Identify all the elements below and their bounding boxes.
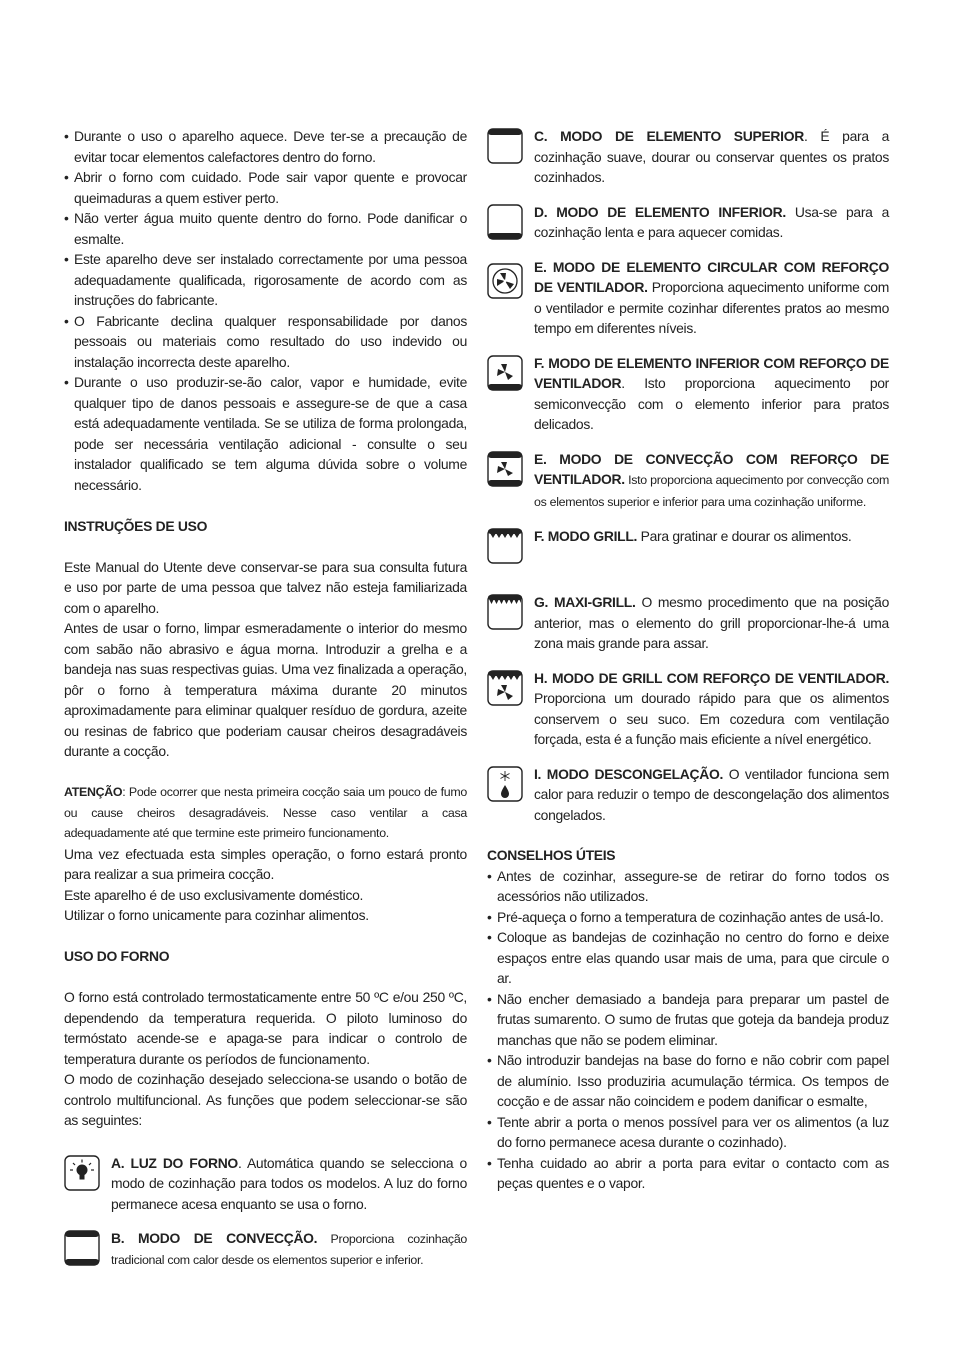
light-bulb-icon xyxy=(64,1155,100,1191)
top-bottom-heat-icon xyxy=(64,1230,100,1266)
mode-description: E. MODO DE CONVECÇÃO COM REFORÇO DE VENTILADOR. Isto proporciona aquecimento por convecção com os elementos superior e inferior para uma cozinhação uniforme. xyxy=(534,450,889,509)
mode-description: C. MODO DE ELEMENTO SUPERIOR. É para a cozinhação suave, dourar ou conservar quentes os pratos cozinhados. xyxy=(534,128,889,185)
list-item: • Não encher demasiado a bandeja para preparar um pastel de frutas sumarento. O sumo de frutas que goteja da bandeja produz manchas que não se podem eliminar. xyxy=(487,990,889,1048)
list-item: • Durante o uso o aparelho aquece. Deve ter-se a precaução de evitar tocar elementos calefactores dentro do forno. xyxy=(64,128,467,165)
defrost-icon xyxy=(487,766,523,802)
list-item: • Não verter água muito quente dentro do forno. Pode danificar o esmalte. xyxy=(64,210,467,247)
oven-use-paragraph: O modo de cozinhação desejado selecciona-se usando o botão de controlo multifuncional. As funções que podem seleccionar-se são as seguintes: xyxy=(64,1071,467,1128)
mode-item xyxy=(64,1153,467,1215)
list-item: • Pré-aqueça o forno a temperatura de cozinhação antes de usá-lo. xyxy=(487,908,884,925)
list-item: • Antes de cozinhar, assegure-se de retirar do forno todos os acessórios não utilizados. xyxy=(487,867,889,904)
mode-description: F. MODO GRILL. Para gratinar e dourar os alimentos. xyxy=(534,528,852,544)
mode-description: H. MODO DE GRILL COM REFORÇO DE VENTILADOR. Proporciona um dourado rápido para que os alimentos conservem o seu suco. Em cozedura com ventilação forçada, esta é a função mais eficiente a nível energético. xyxy=(534,669,889,747)
circular-fan-icon xyxy=(487,263,523,299)
attention-paragraph: Utilizar o forno unicamente para cozinhar alimentos. xyxy=(64,907,369,923)
oven-use-paragraph: O forno está controlado termostaticamente entre 50 ºC e/ou 250 ºC, dependendo da temperatura requerida. O piloto luminoso do termóstato acende-se e apaga-se para indicar o controlo de temperatura durante os períodos de funcionamento. xyxy=(64,989,467,1067)
mode-item xyxy=(487,526,889,564)
mode-description: A. LUZ DO FORNO. Automática quando se selecciona o modo de cozinhação para todos os modelos. A luz do forno permanece acesa enquanto se usa o forno. xyxy=(111,1154,467,1212)
mode-item xyxy=(487,668,889,750)
attention-paragraph: Este aparelho é de uso exclusivamente doméstico. xyxy=(64,886,364,903)
mode-description: B. MODO DE CONVECÇÃO. Proporciona cozinhação tradicional com calor desde os elementos superior e inferior. xyxy=(111,1230,468,1267)
attention-label: ATENÇÃO xyxy=(64,785,123,799)
mode-item xyxy=(487,257,889,339)
oven-use-heading: USO DO FORNO xyxy=(64,948,170,964)
maxi-grill-icon xyxy=(487,594,523,630)
mode-item xyxy=(487,353,889,435)
mode-description: G. MAXI-GRILL. O mesmo procedimento que na posição anterior, mas o elemento do grill proporcionar-lhe-á uma zona mais grande para assar. xyxy=(534,594,889,651)
mode-item xyxy=(487,126,889,188)
bottom-fan-icon xyxy=(487,355,523,391)
list-item: • Tenha cuidado ao abrir a porta para evitar o contacto com as peças quentes e o vapor. xyxy=(487,1154,889,1191)
list-item: • Coloque as bandejas de cozinhação no centro do forno e deixe espaços entre elas quando usar mais de uma, para que circule o ar. xyxy=(487,929,889,986)
left-column xyxy=(64,126,467,1270)
mode-description: D. MODO DE ELEMENTO INFERIOR. Usa-se para a cozinhação lenta e para aquecer comidas. xyxy=(534,203,889,240)
mode-item xyxy=(487,202,889,243)
right-column xyxy=(487,126,889,1194)
instructions-paragraph: Este Manual do Utente deve conservar-se para sua consulta futura e uso por parte de uma pessoa que talvez não esteja familiarizada com o aparelho. xyxy=(64,558,467,616)
attention-paragraph: Uma vez efectuada esta simples operação, o forno estará pronto para realizar a sua primeira cocção. xyxy=(64,845,467,882)
convection-fan-icon xyxy=(487,451,523,487)
mode-description: I. MODO DESCONGELAÇÃO. O ventilador funciona sem calor para reduzir o tempo de descongelação dos alimentos congelados. xyxy=(534,765,889,823)
list-item: • O Fabricante declina qualquer responsabilidade por danos pessoais ou materiais como resultado do uso indevido ou instalação incorrecta deste aparelho. xyxy=(64,312,467,370)
instructions-paragraph: Antes de usar o forno, limpar esmeradamente o interior do mesmo com sabão não abrasivo e água morna. Introduzir a grelha e a bandeja nas suas respectivas guias. Uma vez finalizada a operação, pôr o forno à temperatura máxima durante 20 minutos aproximadamente para eliminar qualquer resíduo de gordura, azeite ou resinas de fabrico que poderiam causar cheiros desagradáveis durante a cocção. xyxy=(64,620,467,759)
fan-grill-icon xyxy=(487,670,523,706)
mode-item xyxy=(487,449,889,513)
tips-heading: CONSELHOS ÚTEIS xyxy=(487,847,616,863)
tips-list xyxy=(487,866,889,1194)
instructions-heading: INSTRUÇÕES DE USO xyxy=(64,517,208,534)
top-heat-icon xyxy=(487,128,523,164)
mode-description: F. MODO DE ELEMENTO INFERIOR COM REFORÇO DE VENTILADOR. Isto proporciona aquecimento por semiconvecção com o elemento inferior para pratos delicados. xyxy=(534,354,889,432)
grill-icon xyxy=(487,528,523,564)
warnings-list xyxy=(64,126,467,495)
mode-item xyxy=(487,592,889,654)
attention-paragraph: ATENÇÃO: Pode ocorrer que nesta primeira cocção saia um pouco de fumo ou cause cheiros desagradáveis. Nesse caso ventilar a casa adequadamente até que termine este primeiro funcionamento. xyxy=(64,785,467,840)
list-item: • Abrir o forno com cuidado. Pode sair vapor quente e provocar queimaduras a quem estiver perto. xyxy=(64,169,467,206)
bottom-heat-icon xyxy=(487,204,523,240)
mode-item xyxy=(64,1228,467,1270)
mode-description: E. MODO DE ELEMENTO CIRCULAR COM REFORÇO DE VENTILADOR. Proporciona aquecimento uniforme com o ventilador e permite cozinhar diferentes pratos ao mesmo tempo em diferentes níveis. xyxy=(534,258,889,336)
mode-item xyxy=(487,764,889,826)
list-item: • Tente abrir a porta o menos possível para ver os alimentos (a luz do forno permanece acesa durante o cozinhado). xyxy=(487,1113,889,1150)
list-item: • Não introduzir bandejas na base do forno e não cobrir com papel de alumínio. Isso produziria acumulação térmica. Os tempos de cocção e de assar não coincidem e podem danificar o esmalte, xyxy=(487,1052,889,1109)
list-item: • Durante o uso produzir-se-ão calor, vapor e humidade, evite qualquer tipo de danos pessoais e assegure-se de que a casa está adequadamente ventilada. Se se utiliza de forma prolongada, pode ser necessária ventilação adicional - consulte o seu instalador qualificado se tem alguma dúvida sobre o volume necessário. xyxy=(64,374,467,493)
list-item: • Este aparelho deve ser instalado correctamente por uma pessoa adequadamente qualificada, rigorosamente de acordo com as instruções do fabricante. xyxy=(64,251,467,308)
